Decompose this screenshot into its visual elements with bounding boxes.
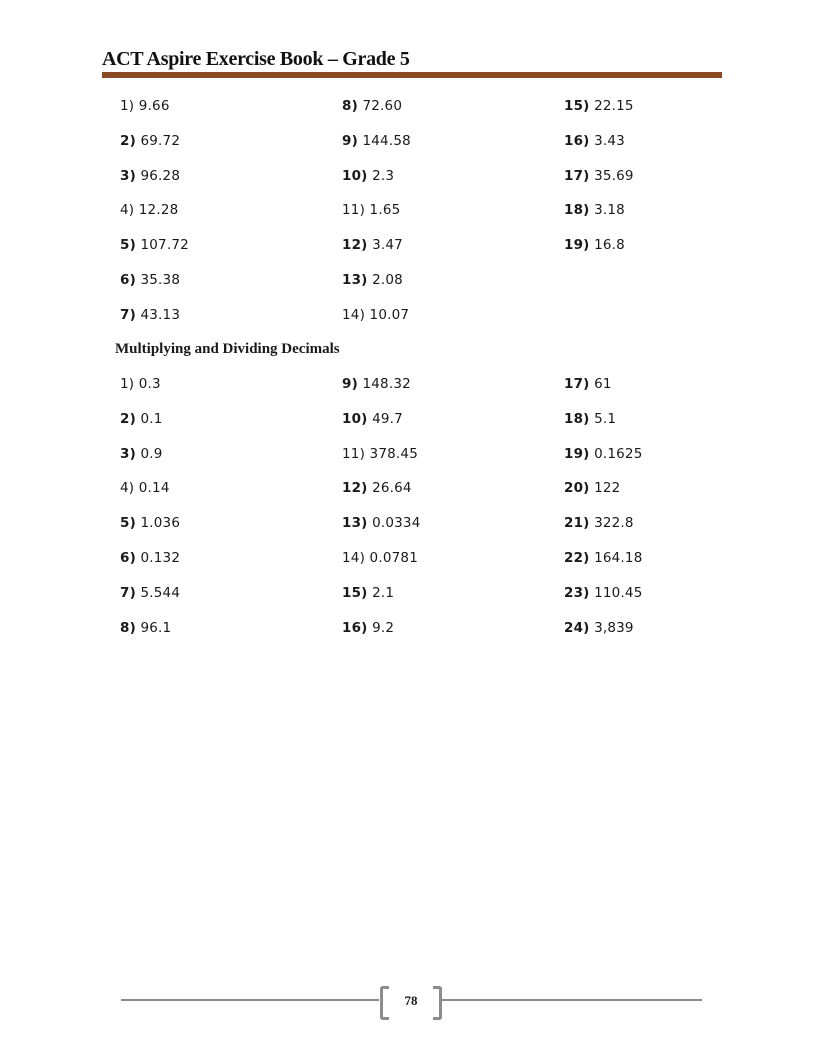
answer-value: 5.544 [140,584,181,601]
answer-value: 16.8 [594,237,625,254]
answer-number: 14) [342,306,366,323]
answer-number: 5) [120,515,136,532]
answer-number: 10) [342,167,368,184]
answer-value: 35.69 [594,167,634,184]
answer-number: 6) [120,271,136,288]
page-number: 78 [404,993,418,1008]
answer-item [564,585,680,620]
answer-number: 16) [564,132,590,149]
answer-number: 23) [564,584,590,601]
answer-value: 0.0334 [372,515,421,532]
answer-value: 1.65 [369,202,401,219]
answer-item [564,168,680,203]
answer-item [120,515,342,550]
answer-number: 1) [120,98,135,114]
answer-item [342,620,564,655]
answer-number: 8) [342,98,358,114]
answer-item [120,620,342,655]
answer-value: 0.14 [138,480,170,497]
answer-item [564,411,680,446]
answer-value: 3,839 [594,619,634,636]
answer-number: 2) [120,132,136,149]
answer-value: 2.08 [372,271,403,288]
answer-value: 322.8 [594,515,634,532]
answer-item [564,550,680,585]
answer-item [120,585,342,620]
answer-number: 8) [120,619,136,636]
answer-value: 69.72 [140,132,181,149]
answer-number: 3) [120,167,136,184]
answer-value: 378.45 [369,445,418,462]
answer-item [564,376,680,411]
answer-value: 0.0781 [369,549,418,566]
answer-value: 22.15 [594,98,634,114]
answer-number: 21) [564,515,590,532]
answer-item [120,133,342,168]
footer-bracket-right [433,986,442,1020]
answer-item [342,550,564,585]
answer-number: 1) [120,376,135,392]
answer-item [342,133,564,168]
answer-number: 15) [564,98,590,114]
answer-item [120,168,342,203]
answer-item [342,585,564,620]
answer-number: 11) [342,445,366,462]
answer-value: 5.1 [594,410,617,427]
answer-number: 13) [342,271,368,288]
answer-item [120,307,342,342]
answer-value: 35.38 [140,271,181,288]
answer-item [342,376,564,411]
answer-item [564,133,680,168]
footer-rule-right [442,999,702,1001]
answer-number: 18) [564,410,590,427]
answer-value: 148.32 [362,376,411,392]
answer-number: 13) [342,515,368,532]
header-rule [102,72,722,78]
answer-value: 122 [594,480,621,497]
answer-number: 10) [342,410,368,427]
answer-number: 22) [564,549,590,566]
answer-item [564,202,680,237]
answer-item [120,98,342,133]
answer-number: 17) [564,167,590,184]
answer-number: 18) [564,202,590,219]
empty-cell [564,307,680,342]
answer-item [120,272,342,307]
footer-bracket-left [380,986,389,1020]
answer-number: 19) [564,445,590,462]
answer-item [342,515,564,550]
answer-value: 0.1 [140,410,163,427]
answer-item [342,480,564,515]
answer-value: 9.2 [372,619,395,636]
answer-value: 12.28 [138,202,179,219]
answer-item [342,411,564,446]
answer-item [120,480,342,515]
answer-item [342,307,564,342]
answer-value: 107.72 [140,237,189,254]
page-header-title: ACT Aspire Exercise Book – Grade 5 [102,48,410,70]
answer-item [120,446,342,481]
answer-item [342,98,564,133]
answer-item [342,446,564,481]
answer-value: 43.13 [140,306,181,323]
answer-item [342,237,564,272]
answer-number: 16) [342,619,368,636]
answer-number: 9) [342,376,358,392]
answer-value: 3.43 [594,132,625,149]
answer-item [564,446,680,481]
answer-item [120,376,342,411]
answer-number: 7) [120,306,136,323]
answer-number: 9) [342,132,358,149]
answer-value: 96.28 [140,167,181,184]
answer-value: 61 [594,376,612,392]
answer-value: 72.60 [362,98,403,114]
answer-number: 14) [342,549,366,566]
answer-number: 11) [342,202,366,219]
answer-number: 5) [120,237,136,254]
answer-item [564,98,680,133]
answer-value: 0.132 [140,549,181,566]
answer-number: 6) [120,549,136,566]
answer-value: 3.47 [372,237,403,254]
answer-number: 19) [564,237,590,254]
answer-value: 96.1 [140,619,172,636]
answer-number: 12) [342,237,368,254]
answer-item [342,272,564,307]
footer-rule-left [121,999,379,1001]
answer-item [564,237,680,272]
answer-number: 7) [120,584,136,601]
answer-number: 3) [120,445,136,462]
answer-number: 2) [120,410,136,427]
answer-number: 15) [342,584,368,601]
answer-item [120,411,342,446]
answer-grid-section-2 [120,376,680,654]
answer-item [564,480,680,515]
answer-item [120,550,342,585]
answer-number: 4) [120,480,135,497]
answer-item [564,515,680,550]
answer-item [564,620,680,655]
answer-number: 12) [342,480,368,497]
answer-item [120,202,342,237]
answer-value: 26.64 [372,480,412,497]
answer-item [120,237,342,272]
answer-value: 0.3 [138,376,161,392]
answer-value: 2.1 [372,584,395,601]
answer-value: 144.58 [362,132,411,149]
answer-item [342,168,564,203]
answer-number: 4) [120,202,135,219]
answer-value: 1.036 [140,515,181,532]
answer-value: 3.18 [594,202,625,219]
answer-number: 20) [564,480,590,497]
answer-grid-section-1 [120,98,680,342]
answer-number: 24) [564,619,590,636]
answer-value: 49.7 [372,410,403,427]
answer-number: 17) [564,376,590,392]
answer-value: 0.9 [140,445,163,462]
answer-item [342,202,564,237]
answer-value: 10.07 [369,306,410,323]
answer-value: 110.45 [594,584,643,601]
answer-value: 164.18 [594,549,643,566]
answer-value: 2.3 [372,167,395,184]
section-title: Multiplying and Dividing Decimals [115,341,340,357]
answer-value: 9.66 [138,98,170,114]
answer-value: 0.1625 [594,445,643,462]
empty-cell [564,272,680,307]
